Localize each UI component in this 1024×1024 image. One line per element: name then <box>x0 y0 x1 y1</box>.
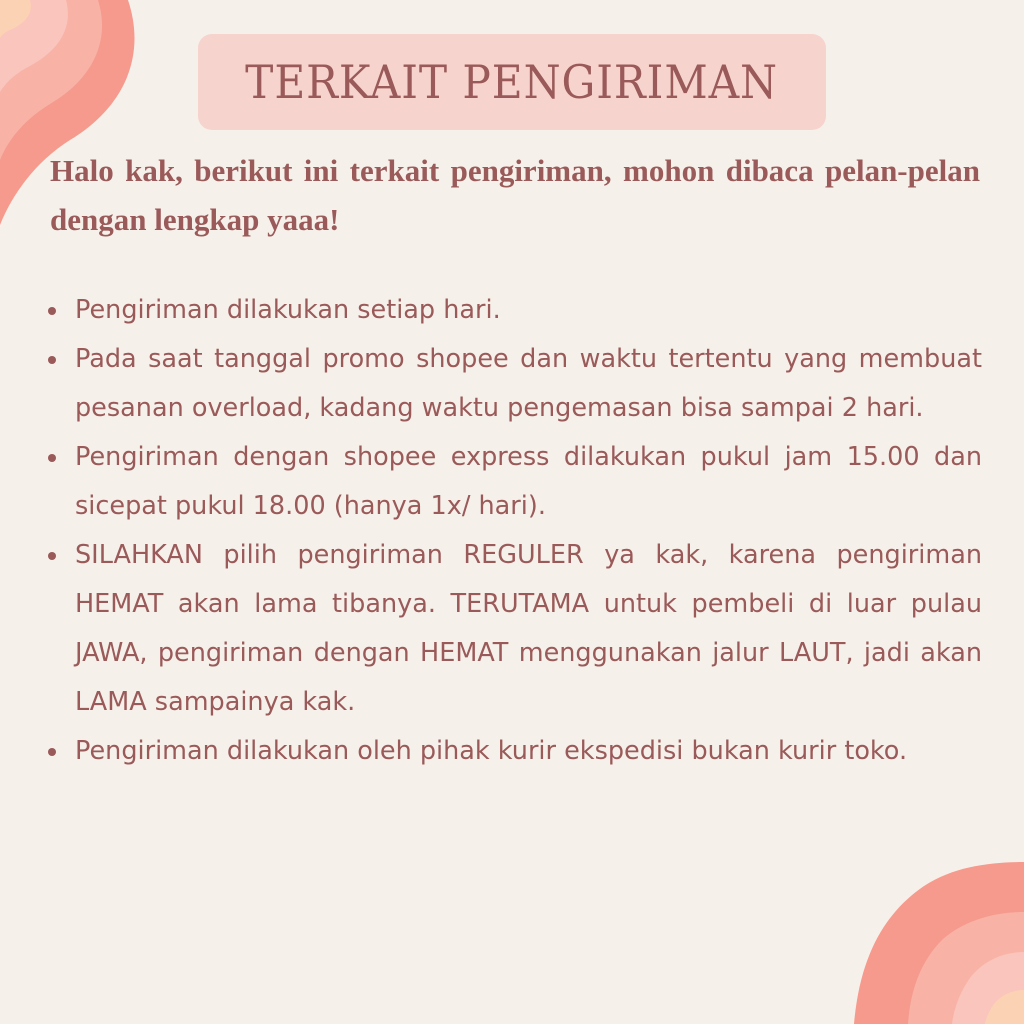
bullet-dot-icon <box>48 454 56 462</box>
bullet-dot-icon <box>48 307 56 315</box>
list-item <box>48 433 982 531</box>
bullet-dot-icon <box>48 748 56 756</box>
title-banner <box>198 34 826 130</box>
bottom-right-wave-decoration <box>824 824 1024 1024</box>
list-item-text: Pada saat tanggal promo shopee dan waktu tertentu yang membuat pesanan overload, kadang waktu pengemasan bisa sampai 2 hari. <box>75 344 982 423</box>
bullet-dot-icon <box>48 552 56 560</box>
list-item <box>48 286 982 335</box>
list-item-text: Pengiriman dilakukan setiap hari. <box>75 295 501 325</box>
list-item <box>48 531 982 727</box>
list-item <box>48 335 982 433</box>
list-item-text: SILAHKAN pilih pengiriman REGULER ya kak, karena pengiriman HEMAT akan lama tibanya. TERUTAMA untuk pembeli di luar pulau JAWA, pengiriman dengan HEMAT menggunakan jalur LAUT, jadi akan LAMA sampainya kak. <box>75 540 982 717</box>
list-item-text: Pengiriman dengan shopee express dilakukan pukul jam 15.00 dan sicepat pukul 18.00 (hanya 1x/ hari). <box>75 442 982 521</box>
list-item-text: Pengiriman dilakukan oleh pihak kurir ekspedisi bukan kurir toko. <box>75 736 908 766</box>
list-item <box>48 727 982 776</box>
shipping-info-list <box>48 286 982 776</box>
bullet-dot-icon <box>48 356 56 364</box>
intro-text: Halo kak, berikut ini terkait pengiriman, mohon dibaca pelan-pelan dengan lengkap yaaa! <box>50 153 980 237</box>
page-title: TERKAIT PENGIRIMAN <box>245 55 779 109</box>
